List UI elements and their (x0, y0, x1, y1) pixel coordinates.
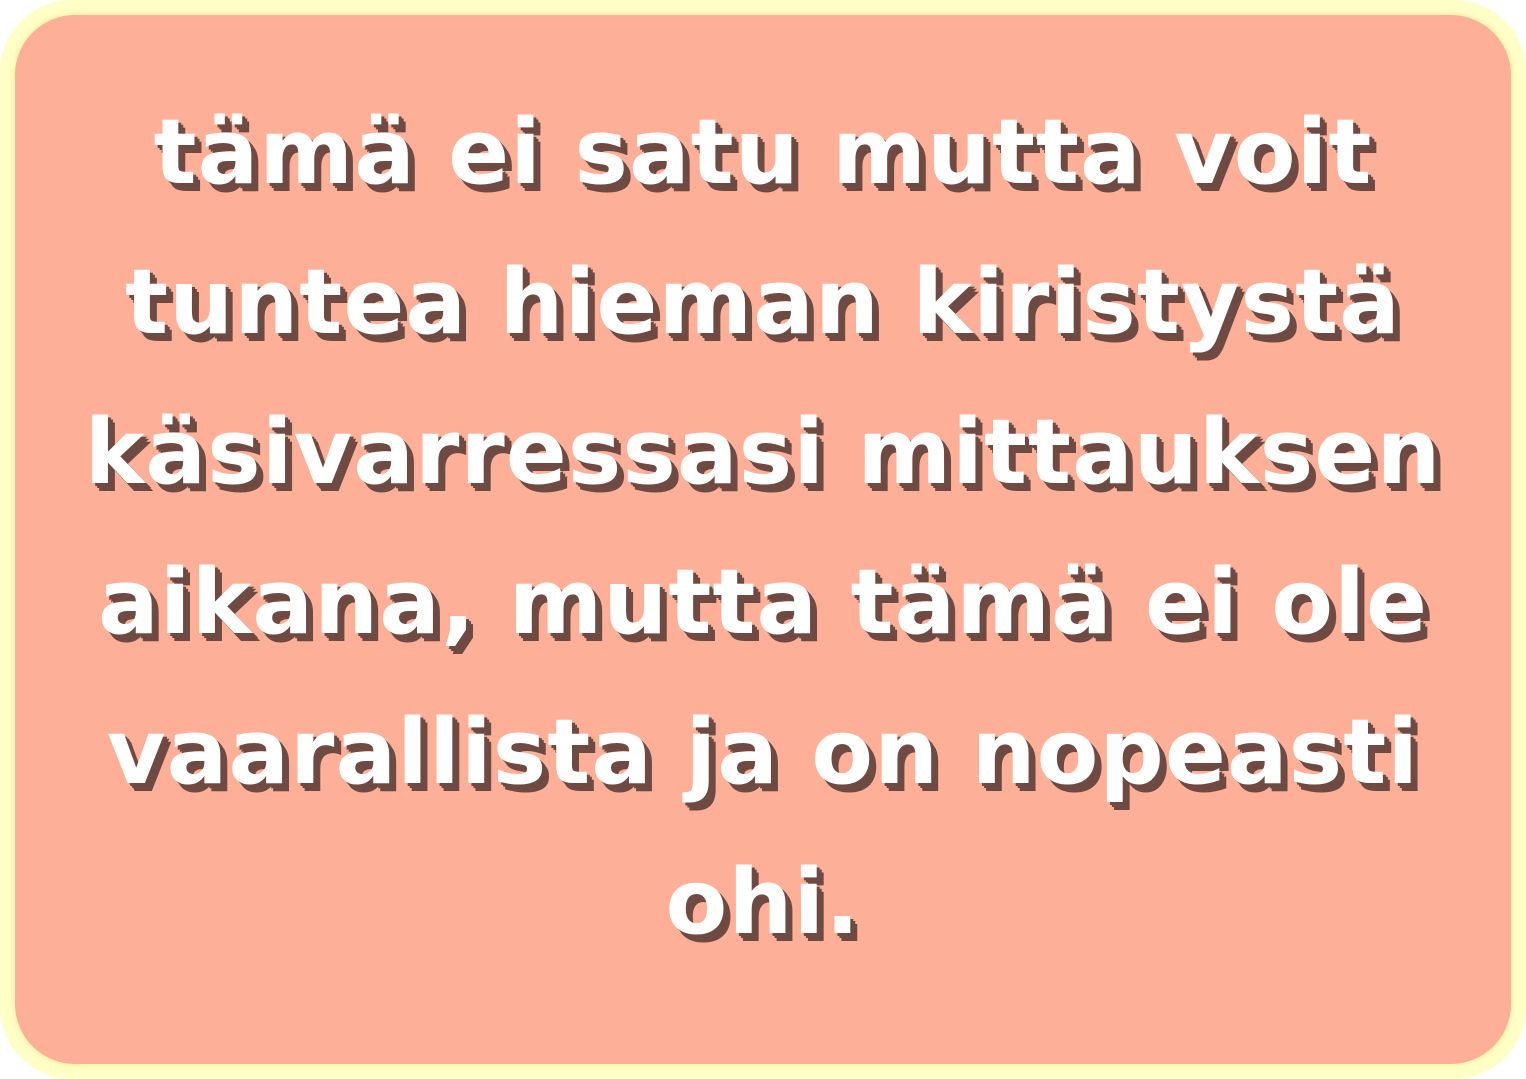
message-line: aikana, mutta tämä ei ole (98, 549, 1428, 655)
message-line: tuntea hieman kiristystä (125, 249, 1401, 355)
message-line: vaarallista ja on nopeasti (106, 699, 1420, 805)
message-line: tämä ei satu mutta voit (153, 99, 1373, 205)
message-text (43, 78, 1483, 978)
message-line: käsivarressasi mittauksen (84, 399, 1442, 505)
message-card (15, 15, 1511, 1064)
message-line: ohi. (665, 849, 861, 955)
